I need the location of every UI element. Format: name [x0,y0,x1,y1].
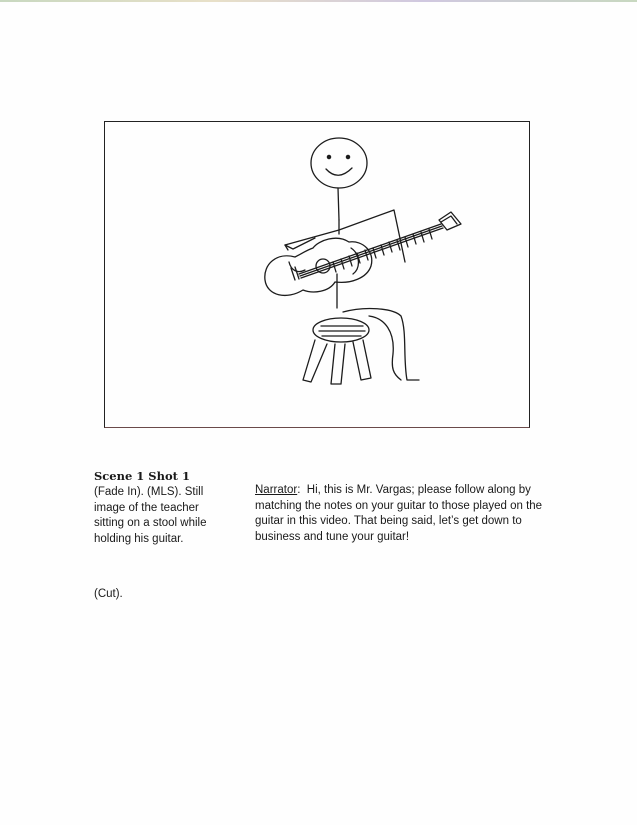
narrator-label: Narrator [255,484,298,496]
scan-edge [0,0,637,2]
scene-heading: Scene 1 Shot 1 [94,469,190,483]
guitar [265,212,461,295]
narrator-colon: : [297,484,307,496]
storyboard-frame [104,121,530,428]
figure-head [311,138,367,188]
cut-direction: (Cut). [94,588,123,600]
stool [303,318,371,384]
figure-arms [285,210,405,262]
narration-block [255,483,555,545]
shot-direction: (Fade In). (MLS). Still image of the teacher sitting on a stool while holding his guitar. [94,486,207,545]
narration-text: Hi, this is Mr. Vargas; please follow along by matching the notes on your guitar to those played on the guitar in this video. That being said, let’s get down to business and tune your guitar! [255,484,543,543]
stick-figure-guitarist-sketch [105,122,529,427]
figure-body [337,188,339,308]
